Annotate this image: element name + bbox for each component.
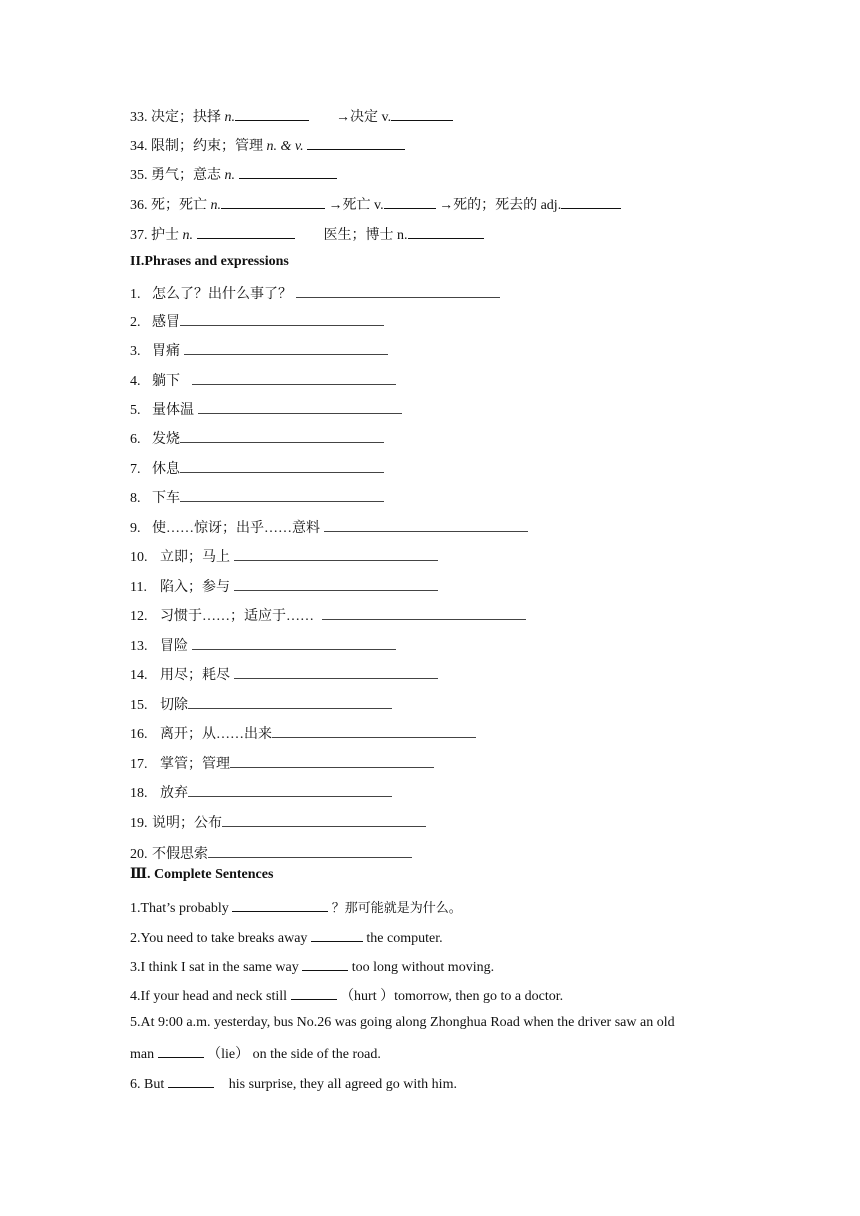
item-number: 5. (130, 403, 141, 418)
item-number: 6. (130, 432, 141, 447)
item-number: 33. (130, 110, 148, 125)
sentence-text: the computer. (366, 931, 443, 946)
item-pos: n. (224, 168, 235, 183)
item-number: 9. (130, 521, 141, 536)
sentence-text: 1.That’s probably (130, 901, 229, 916)
item-arrow-text: →决定 v. (336, 110, 392, 125)
phrase-item (130, 458, 384, 479)
item-text: 立即；马上 (160, 550, 230, 565)
phrase-item (130, 723, 476, 744)
answer-blank[interactable] (221, 194, 325, 209)
answer-blank[interactable] (168, 1073, 214, 1088)
item-number: 10. (130, 550, 148, 565)
answer-blank[interactable] (384, 194, 436, 209)
item-number: 20. (130, 847, 148, 862)
sentence-text: （lie） on the side of the road. (207, 1047, 381, 1062)
vocab-item-33 (130, 106, 453, 127)
item-text: 怎么了？出什么事了？ (152, 287, 292, 302)
phrase-item (130, 605, 526, 626)
phrase-item (130, 843, 412, 864)
item-text: 使……惊讶；出乎……意料 (152, 521, 320, 536)
item-text: 陷入；参与 (160, 580, 230, 595)
item-text: 发烧 (152, 432, 180, 447)
item-pos: n. (224, 110, 235, 125)
item-text: 护士 (151, 228, 179, 243)
vocab-item-34 (130, 135, 405, 156)
phrase-item (130, 370, 396, 391)
sentence-text: 5.At 9:00 a.m. yesterday, bus No.26 was going along Zhonghua Road when the driver saw an old (130, 1015, 675, 1030)
item-number: 19. (130, 816, 148, 831)
phrase-item (130, 635, 396, 656)
item-pos: n. & v. (266, 139, 304, 154)
sentence-item-4 (130, 985, 563, 1006)
item-text: 放弃 (160, 786, 188, 801)
item-arrow-text-2: →死的；死去的 adj. (439, 198, 562, 213)
phrase-item (130, 487, 384, 508)
item-text: 离开；从……出来 (160, 727, 272, 742)
answer-blank[interactable] (158, 1043, 204, 1058)
item-text: 死；死亡 (151, 198, 207, 213)
phrase-item (130, 340, 388, 361)
sentence-text: 4.If your head and neck still (130, 989, 288, 1004)
phrase-item (130, 812, 426, 833)
answer-blank[interactable] (234, 546, 438, 561)
item-text: 用尽；耗尽 (160, 668, 230, 683)
item-text: 不假思索 (152, 847, 208, 862)
phrase-item (130, 283, 500, 304)
item-pos: n. (182, 228, 193, 243)
item-number: 15. (130, 698, 148, 713)
phrase-item (130, 782, 392, 803)
item-number: 17. (130, 757, 148, 772)
answer-blank[interactable] (197, 224, 295, 239)
answer-blank[interactable] (234, 576, 438, 591)
answer-blank[interactable] (391, 106, 453, 121)
answer-blank[interactable] (302, 956, 348, 971)
item-text: 下车 (152, 491, 180, 506)
item-text: 感冒 (152, 315, 180, 330)
phrase-item (130, 546, 438, 567)
answer-blank[interactable] (324, 517, 528, 532)
item-number: 8. (130, 491, 141, 506)
vocab-item-35 (130, 164, 337, 185)
item-number: 12. (130, 609, 148, 624)
item-number: 16. (130, 727, 148, 742)
phrase-item (130, 311, 384, 332)
answer-blank[interactable] (198, 399, 402, 414)
answer-blank[interactable] (408, 224, 484, 239)
answer-blank[interactable] (234, 664, 438, 679)
answer-blank[interactable] (232, 897, 328, 912)
item-number: 14. (130, 668, 148, 683)
phrase-item (130, 753, 434, 774)
sentence-item-6 (130, 1073, 457, 1094)
section-heading-sentences: Ⅲ. Complete Sentences (130, 867, 274, 882)
answer-blank[interactable] (311, 927, 363, 942)
item-number: 18. (130, 786, 148, 801)
answer-blank[interactable] (291, 985, 337, 1000)
item-text: 勇气；意志 (151, 168, 221, 183)
answer-blank[interactable] (322, 605, 526, 620)
item-text: 躺下 (152, 374, 180, 389)
sentence-text: ？那可能就是为什么。 (331, 901, 462, 916)
item-number: 2. (130, 315, 141, 330)
item-number: 11. (130, 580, 147, 595)
item-text: 习惯于……；适应于…… (160, 609, 314, 624)
item-number: 13. (130, 639, 148, 654)
sentence-item-1 (130, 897, 462, 918)
phrase-item (130, 399, 402, 420)
sentence-text: 6. But (130, 1077, 165, 1092)
item-text: 胃痛 (152, 344, 180, 359)
item-text: 休息 (152, 462, 180, 477)
sentence-item-5 (130, 1014, 675, 1032)
sentence-item-2 (130, 927, 443, 948)
sentence-text: 3.I think I sat in the same way (130, 960, 299, 975)
answer-blank[interactable] (180, 458, 384, 473)
answer-blank[interactable] (192, 370, 396, 385)
item-text: 掌管；管理 (160, 757, 230, 772)
answer-blank[interactable] (235, 106, 309, 121)
sentence-text: 2.You need to take breaks away (130, 931, 308, 946)
answer-blank[interactable] (208, 843, 412, 858)
answer-blank[interactable] (272, 723, 476, 738)
item-number: 36. (130, 198, 148, 213)
phrase-item (130, 517, 528, 538)
answer-blank[interactable] (184, 340, 388, 355)
item-text: 决定；抉择 (151, 110, 221, 125)
answer-blank[interactable] (230, 753, 434, 768)
item-number: 7. (130, 462, 141, 477)
sentence-text: too long without moving. (351, 960, 495, 975)
phrase-item (130, 694, 392, 715)
answer-blank[interactable] (188, 694, 392, 709)
vocab-item-36 (130, 194, 621, 215)
sentence-item-3 (130, 956, 494, 977)
item-arrow-text: →死亡 v. (328, 198, 384, 213)
item-text: 说明；公布 (152, 816, 222, 831)
item-text: 量体温 (152, 403, 194, 418)
item-pos: n. (210, 198, 221, 213)
answer-blank[interactable] (561, 194, 621, 209)
answer-blank[interactable] (222, 812, 426, 827)
answer-blank[interactable] (188, 782, 392, 797)
answer-blank[interactable] (296, 283, 500, 298)
answer-blank[interactable] (239, 164, 337, 179)
sentence-text: （hurt ）tomorrow, then go to a doctor. (340, 989, 564, 1004)
answer-blank[interactable] (180, 428, 384, 443)
phrase-item (130, 664, 438, 685)
item-number: 1. (130, 287, 141, 302)
section-heading-phrases: II.Phrases and expressions (130, 254, 289, 269)
answer-blank[interactable] (192, 635, 396, 650)
sentence-item-5-cont (130, 1043, 381, 1064)
item-number: 34. (130, 139, 148, 154)
vocab-item-37 (130, 224, 484, 245)
item-number: 3. (130, 344, 141, 359)
answer-blank[interactable] (180, 311, 384, 326)
item-number: 37. (130, 228, 148, 243)
answer-blank[interactable] (307, 135, 405, 150)
item-extra-text: 医生；博士 n. (323, 228, 408, 243)
phrase-item (130, 428, 384, 449)
item-text: 切除 (160, 698, 188, 713)
item-text: 冒险 (160, 639, 188, 654)
item-text: 限制；约束；管理 (151, 139, 263, 154)
phrase-item (130, 576, 438, 597)
item-number: 35. (130, 168, 148, 183)
item-number: 4. (130, 374, 141, 389)
sentence-text: man (130, 1047, 155, 1062)
answer-blank[interactable] (180, 487, 384, 502)
sentence-text: his surprise, they all agreed go with him. (228, 1077, 457, 1092)
